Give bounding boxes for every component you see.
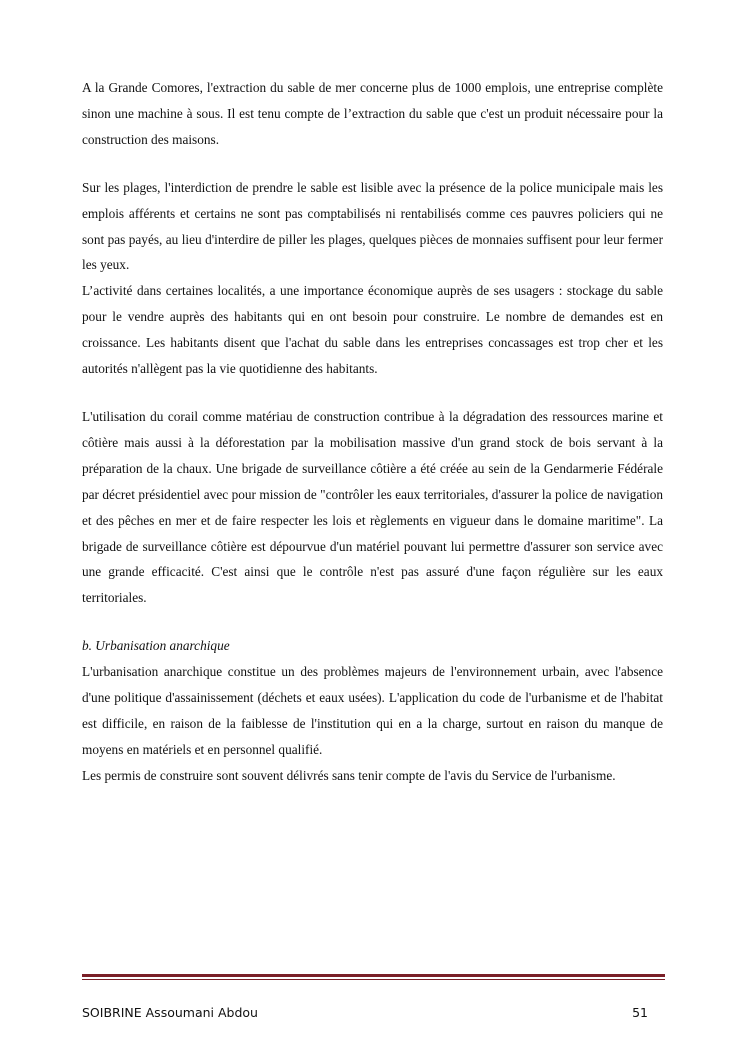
paragraph-urbanisation: L'urbanisation anarchique constitue un des problèmes majeurs de l'environnement urbain, avec l'absence d'une politique d'assainissement (déchets et eaux usées). L'application du code de l'urbanisme et de l'habitat est difficile, en raison de la faiblesse de l'institution qui en a la charge, surtout en raison du manque de moyens en matériels et en personnel qualifié. [82, 664, 663, 757]
footer-author: SOIBRINE Assoumani Abdou [82, 1005, 258, 1020]
paragraph-coral-use: L'utilisation du corail comme matériau de construction contribue à la dégradation des ressources marine et côtière mais aussi à la déforestation par la mobilisation massive d'un grand stock de bois servant à la préparation de la chaux. Une brigade de surveillance côtière a été créée au sein de la Gendarmerie Fédérale par décret présidentiel avec pour mission de "contrôler les eaux territoriales, d'assurer la police de navigation et des pêches en mer et de faire respecter les lois et règlements en vigueur dans le domaine maritime". La brigade de surveillance côtière est dépourvue d'un matériel pouvant lui permettre d'assurer son service avec une grande efficacité. C'est ainsi que le contrôle n'est pas assuré d'une façon régulière sur les eaux territoriales. [82, 408, 663, 606]
paragraph-building-permits: Les permis de construire sont souvent délivrés sans tenir compte de l'avis du Service de l'urbanisme. [82, 767, 616, 783]
page-number: 51 [632, 1005, 648, 1020]
page-footer [82, 1005, 648, 1020]
paragraph-sand-extraction: A la Grande Comores, l'extraction du sable de mer concerne plus de 1000 emplois, une entreprise complète sinon une machine à sous. Il est tenu compte de l’extraction du sable que c'est un produit nécessaire pour la construction des maisons. [82, 80, 663, 147]
footer-divider-thin [82, 979, 665, 980]
section-heading: b. Urbanisation anarchique [82, 638, 230, 654]
paragraph-local-activity: L’activité dans certaines localités, a une importance économique auprès de ses usagers : stockage du sable pour le vendre auprès des habitants qui en ont besoin pour construire. Le nombre de demandes est en croissance. Les habitants disent que l'achat du sable dans les entreprises concassages est trop cher et les autorités n'allègent pas la vie quotidienne des habitants. [82, 283, 663, 377]
paragraph-beach-policing: Sur les plages, l'interdiction de prendre le sable est lisible avec la présence de la police municipale mais les emplois afférents et certains ne sont pas comptabilisés ni rentabilisés comme ces pauvres policiers qui ne sont pas payés, au lieu d'interdire de piller les plages, quelques pièces de monnaies suffisent pour leur fermer les yeux. [82, 179, 663, 273]
footer-divider-thick [82, 974, 665, 977]
document-body [82, 75, 663, 789]
